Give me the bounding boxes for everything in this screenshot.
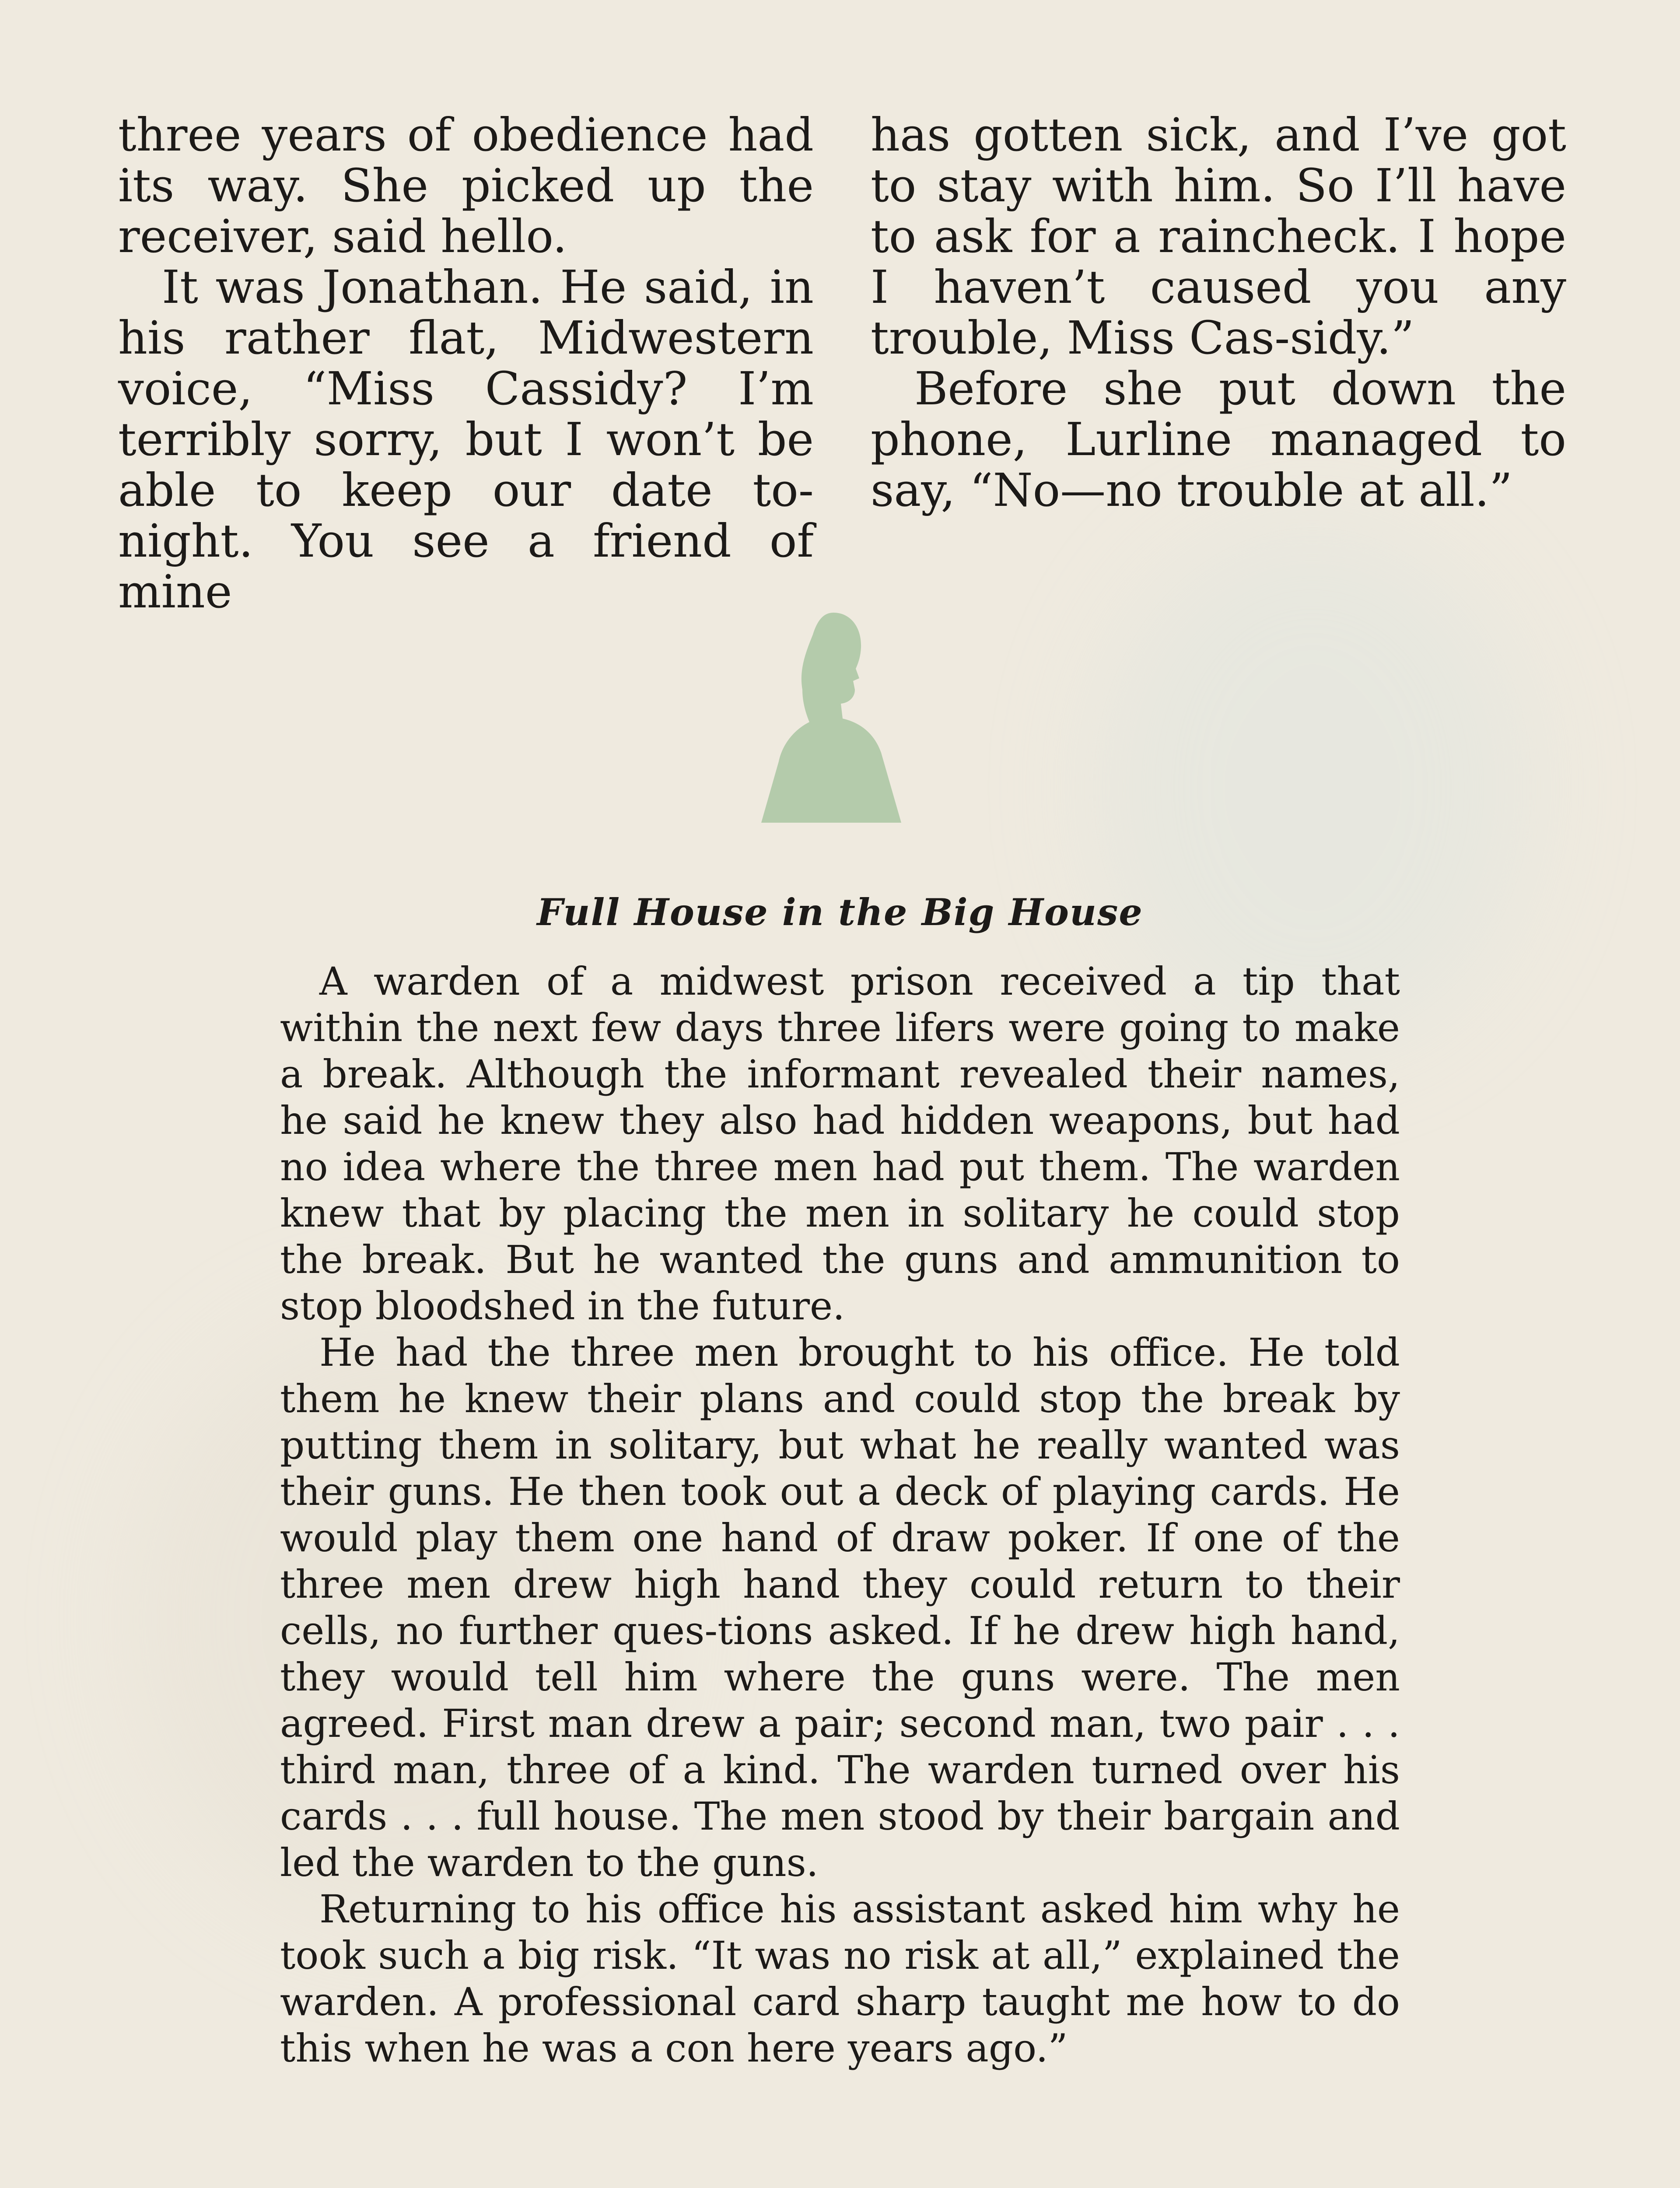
man-profile-silhouette-icon bbox=[757, 604, 910, 823]
anecdote-paragraph: He had the three men brought to his office. He told them he knew their plans and could stop the break by putting them in solitary, but what he really wanted was their guns. He then took out a deck of playing cards. He would play them one hand of draw poker. If one of the three men drew high hand they could return to their cells, no further ques-tions asked. If he drew high hand, they would tell him where the guns were. The men agreed. First man drew a pair; second man, two pair . . . third man, three of a kind. The warden turned over his cards . . . full house. The men stood by their bargain and led the warden to the guns. bbox=[280, 1330, 1400, 1885]
story-continuation bbox=[118, 108, 1566, 618]
left-column-paragraph: three years of obedience had its way. She picked up the receiver, said hello. bbox=[118, 108, 814, 263]
left-column bbox=[118, 109, 814, 617]
right-column-paragraph: has gotten sick, and I’ve got to stay with him. So I’ll have to ask for a raincheck. I hope I haven’t caused you any trouble, Miss Cas-sidy.” bbox=[871, 108, 1566, 365]
left-column-paragraph: It was Jonathan. He said, in his rather flat, Midwestern voice, “Miss Cassidy? I’m terribly sorry, but I won’t be able to keep our date to-night. You see a friend of mine bbox=[118, 260, 814, 618]
anecdote-paragraph: A warden of a midwest prison received a tip that within the next few days three lifers were going to make a break. Although the informant revealed their names, he said he knew they also had hidden weapons, but had no idea where the three men had put them. The warden knew that by placing the men in solitary he could stop the break. But he wanted the guns and ammunition to stop bloodshed in the future. bbox=[280, 959, 1400, 1329]
anecdote-paragraph: Returning to his office his assistant asked him why he took such a big risk. “It was no risk at all,” explained the warden. A professional card sharp taught me how to do this when he was a con here years ago.” bbox=[280, 1886, 1400, 2071]
right-column-paragraph: Before she put down the phone, Lurline managed to say, “No—no trouble at all.” bbox=[871, 362, 1566, 517]
anecdote-body bbox=[280, 958, 1400, 2072]
section-title: Full House in the Big House bbox=[537, 891, 1143, 934]
right-column bbox=[871, 109, 1566, 515]
